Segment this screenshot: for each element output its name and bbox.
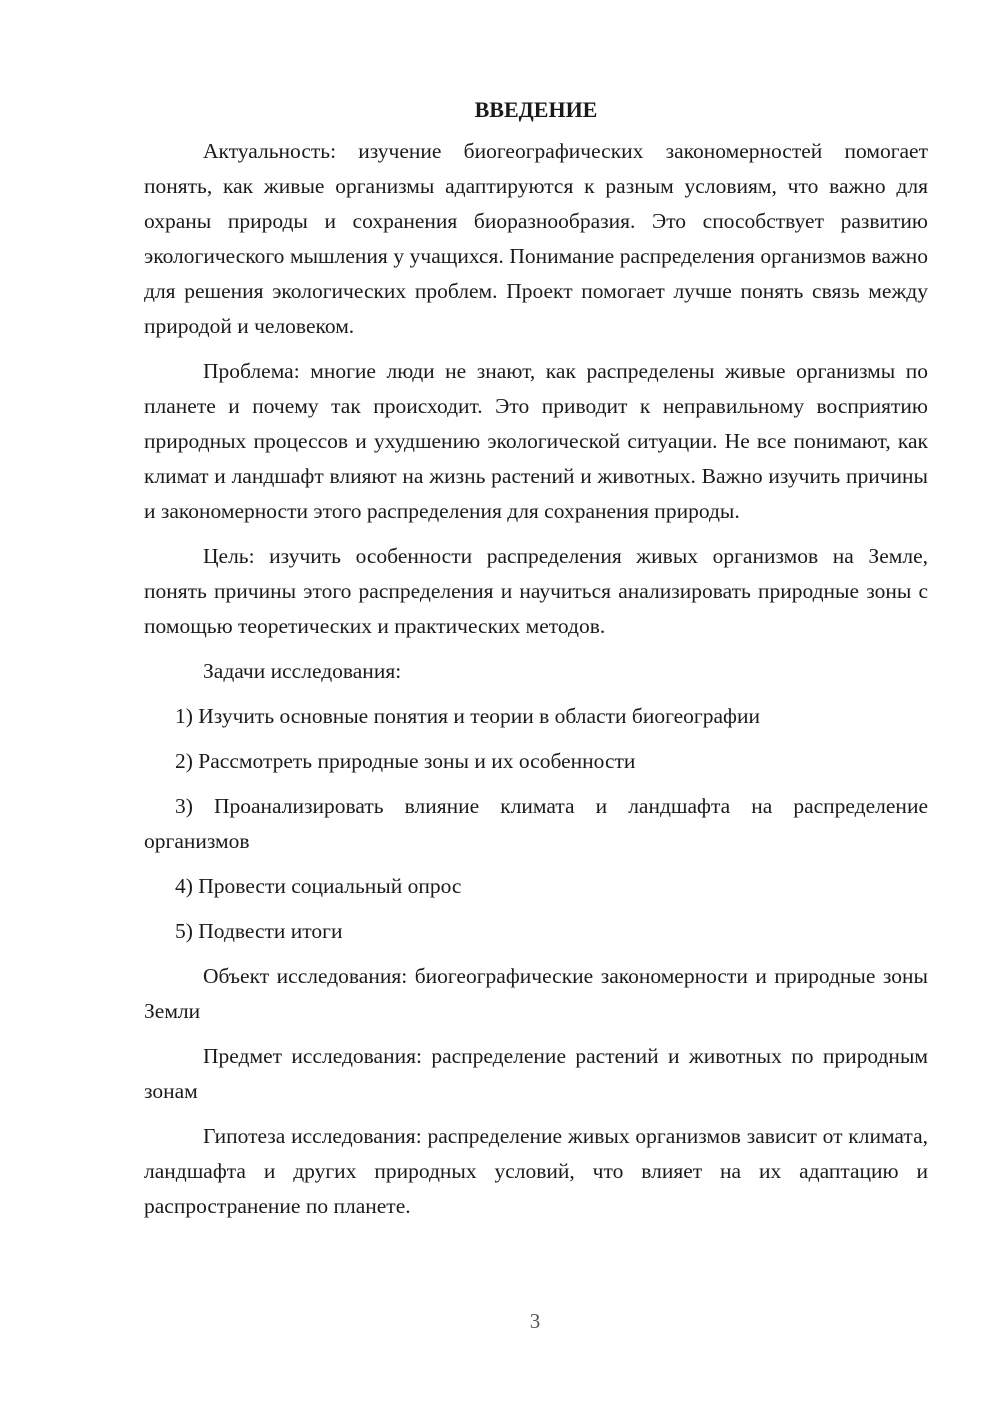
tasks-list [144, 699, 928, 949]
task-item-3: 3) Проанализировать влияние климата и ландшафта на распределение организмов [144, 794, 928, 853]
paragraph-problem: Проблема: многие люди не знают, как распределены живые организмы по планете и почему так происходит. Это приводит к неправильному восприятию природных процессов и ухудшению экологической ситуации. Не все понимают, как климат и ландшафт влияют на жизнь растений и животных. Важно изучить причины и закономерности этого распределения для сохранения природы. [144, 359, 928, 523]
page-content [144, 92, 928, 1234]
section-title: ВВЕДЕНИЕ [474, 97, 598, 122]
page-number: 3 [529, 1309, 541, 1333]
tasks-heading: Задачи исследования: [203, 659, 402, 683]
paragraph-hypothesis: Гипотеза исследования: распределение живых организмов зависит от климата, ландшафта и других природных условий, что влияет на их адаптацию и распространение по планете. [144, 1124, 928, 1218]
task-item-2: 2) Рассмотреть природные зоны и их особенности [175, 749, 636, 773]
paragraph-subject: Предмет исследования: распределение растений и животных по природным зонам [144, 1044, 928, 1103]
paragraph-relevance: Актуальность: изучение биогеографических закономерностей помогает понять, как живые организмы адаптируются к разным условиям, что важно для охраны природы и сохранения биоразнообразия. Это способствует развитию экологического мышления у учащихся. Понимание распределения организмов важно для решения экологических проблем. Проект помогает лучше понять связь между природой и человеком. [144, 139, 928, 338]
task-item-4: 4) Провести социальный опрос [175, 874, 462, 898]
paragraph-goal: Цель: изучить особенности распределения живых организмов на Земле, понять причины этого распределения и научиться анализировать природные зоны с помощью теоретических и практических методов. [144, 544, 928, 638]
task-item-1: 1) Изучить основные понятия и теории в области биогеографии [175, 704, 760, 728]
paragraph-object: Объект исследования: биогеографические закономерности и природные зоны Земли [144, 964, 928, 1023]
task-item-5: 5) Подвести итоги [175, 919, 343, 943]
